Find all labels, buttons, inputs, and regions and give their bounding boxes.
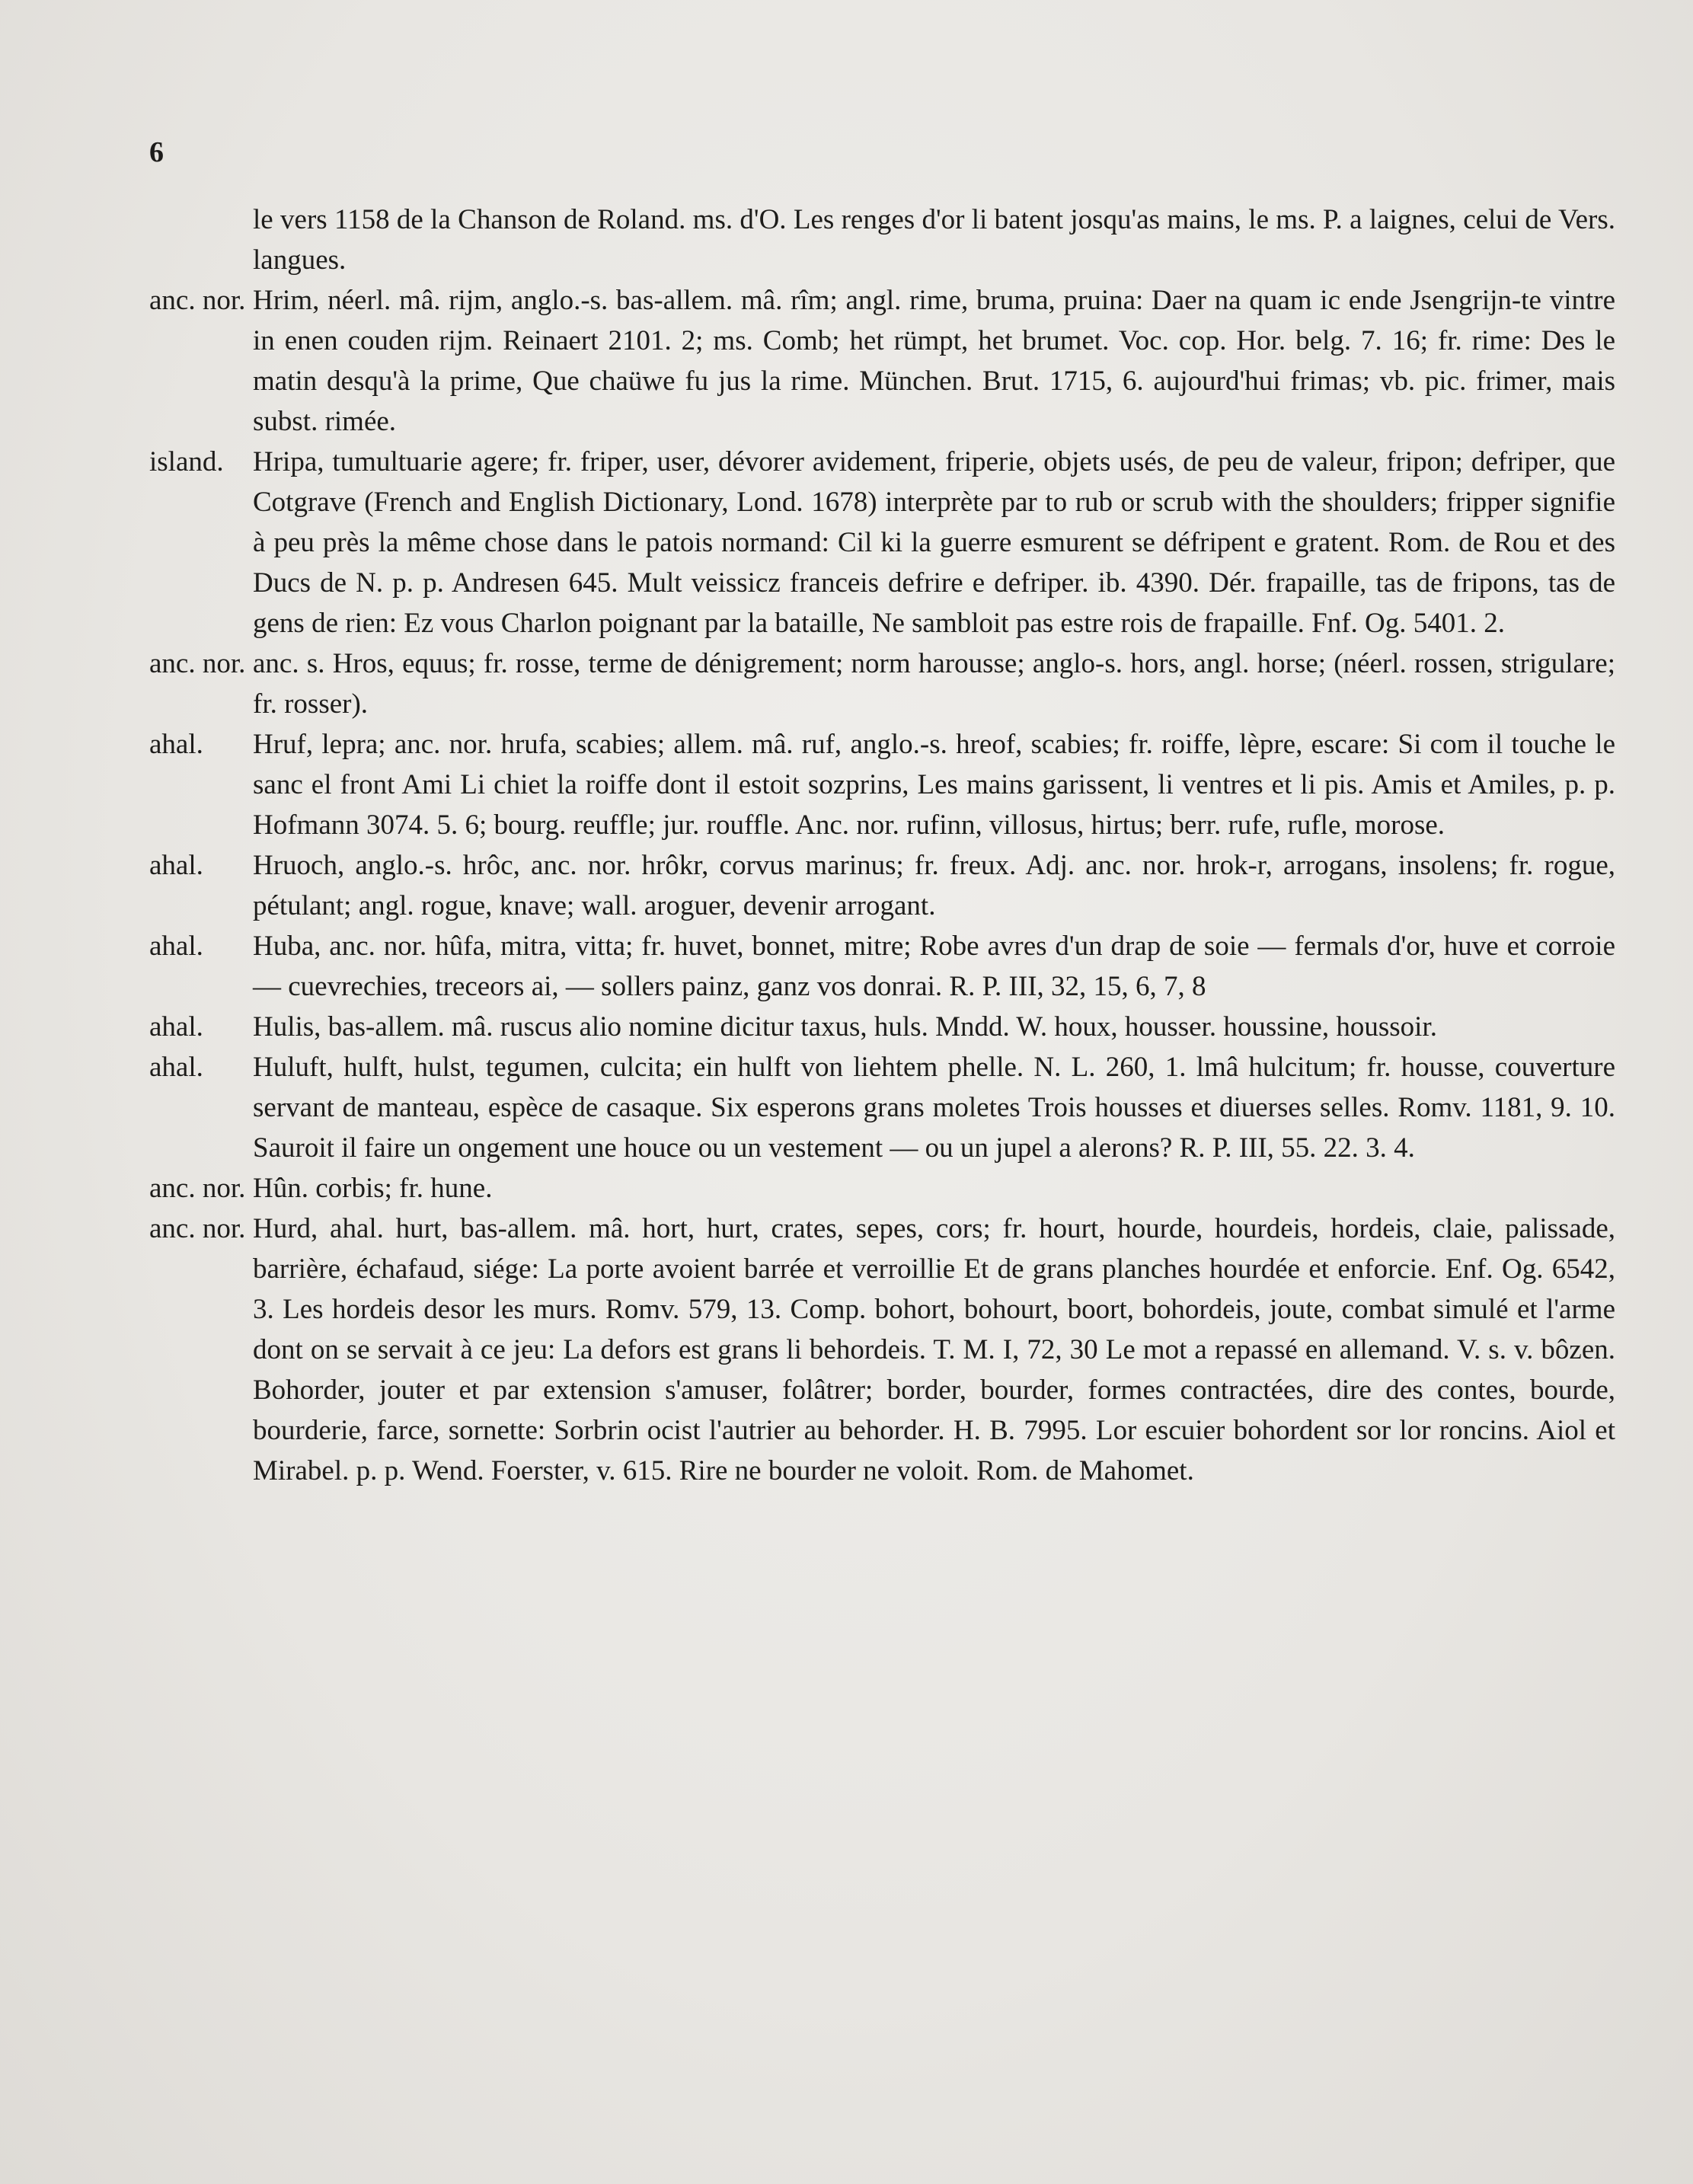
- entry-language-label: ahal.: [149, 729, 203, 760]
- entry-text: Hulis, bas-allem. mâ. ruscus alio nomine dicitur taxus, huls. Mndd. W. houx, housser. houssine, houssoir.: [253, 1011, 1437, 1043]
- entry-hurd: [149, 1209, 1615, 1491]
- entry-continuation: [149, 200, 1615, 280]
- entry-hruoch: [149, 845, 1615, 926]
- entry-hripa: [149, 442, 1615, 643]
- entry-text: Hûn. corbis; fr. hune.: [253, 1173, 493, 1204]
- entry-text: Huba, anc. nor. hûfa, mitra, vitta; fr. huvet, bonnet, mitre; Robe avres d'un drap de soie — fermals d'or, huve et corroie — cuevrechies, treceors ai, — sollers painz, ganz vos donrai. R. P. III, 32, 15, 6, 7, 8: [253, 931, 1615, 1002]
- entry-text: Huluft, hulft, hulst, tegumen, culcita; ein hulft von liehtem phelle. N. L. 260, 1. lmâ hulcitum; fr. housse, couverture servant de manteau, espèce de casaque. Six esperons grans moletes Trois housses et diuerses selles. Romv. 1181, 9. 10. Sauroit il faire un ongement une houce ou un vestement — ou un jupel a alerons? R. P. III, 55. 22. 3. 4.: [253, 1052, 1615, 1164]
- entry-text: Hurd, ahal. hurt, bas-allem. mâ. hort, hurt, crates, sepes, cors; fr. hourt, hourde, hourdeis, hordeis, claie, palissade, barrière, échafaud, siége: La porte avoient barrée et verroillie Et de grans planches hourdée et enforcie. Enf. Og. 6542, 3. Les hordeis desor les murs. Romv. 579, 13. Comp. bohort, bohourt, boort, bohordeis, joute, combat simulé et l'arme dont on se servait à ce jeu: La defors est grans li behordeis. T. M. I, 72, 30 Le mot a repassé en allemand. V. s. v. bôzen. Bohorder, jouter et par extension s'amuser, folâtrer; border, bourder, formes contractées, dire des contes, bourde, bourderie, farce, sornette: Sorbrin ocist l'autrier au behorder. H. B. 7995. Lor escuier bohordent sor lor roncins. Aiol et Mirabel. p. p. Wend. Foerster, v. 615. Rire ne bourder ne voloit. Rom. de Mahomet.: [253, 1213, 1615, 1486]
- entry-language-label: ahal.: [149, 1052, 203, 1083]
- entry-language-label: ahal.: [149, 1011, 203, 1043]
- entry-text: Hripa, tumultuarie agere; fr. friper, user, dévorer avidement, friperie, objets usés, de peu de valeur, fripon; defriper, que Cotgrave (French and English Dictionary, Lond. 1678) interprète par to rub or scrub with the shoulders; fripper signifie à peu près la même chose dans le patois normand: Cil ki la guerre esmurent se défripent e gratent. Rom. de Rou et des Ducs de N. p. p. Andresen 645. Mult veissicz franceis defrire e defriper. ib. 4390. Dér. frapaille, tas de fripons, tas de gens de rien: Ez vous Charlon poignant par la bataille, Ne sambloit pas estre rois de frapaille. Fnf. Og. 5401. 2.: [253, 446, 1615, 639]
- entry-hun: [149, 1168, 1615, 1209]
- entry-huba: [149, 926, 1615, 1007]
- entry-hros: [149, 643, 1615, 724]
- entry-text: le vers 1158 de la Chanson de Roland. ms. d'O. Les renges d'or li batent josqu'as mains, le ms. P. a laignes, celui de Vers. langues.: [253, 204, 1615, 276]
- entry-language-label: anc. nor.: [149, 1213, 246, 1244]
- entry-hruf: [149, 724, 1615, 845]
- entry-language-label: ahal.: [149, 931, 203, 962]
- entry-huluft: [149, 1047, 1615, 1168]
- entry-hulis: [149, 1007, 1615, 1047]
- entry-language-label: anc. nor.: [149, 648, 246, 679]
- entry-text: anc. s. Hros, equus; fr. rosse, terme de dénigrement; norm harousse; anglo-s. hors, angl. horse; (néerl. rossen, strigulare; fr. rosser).: [253, 648, 1615, 720]
- entry-language-label: island.: [149, 446, 224, 477]
- entry-language-label: anc. nor.: [149, 285, 246, 316]
- entry-text: Hruoch, anglo.-s. hrôc, anc. nor. hrôkr, corvus marinus; fr. freux. Adj. anc. nor. hrok-r, arrogans, insolens; fr. rogue, pétulant; angl. rogue, knave; wall. aroguer, devenir arrogant.: [253, 850, 1615, 921]
- entry-text: Hrim, néerl. mâ. rijm, anglo.-s. bas-allem. mâ. rîm; angl. rime, bruma, pruina: Daer na quam ic ende Jsengrijn-te vintre in enen couden rijm. Reinaert 2101. 2; ms. Comb; het rümpt, het brumet. Voc. cop. Hor. belg. 7. 16; fr. rime: Des le matin desqu'à la prime, Que chaüwe fu jus la rime. München. Brut. 1715, 6. aujourd'hui frimas; vb. pic. frimer, mais subst. rimée.: [253, 285, 1615, 437]
- page-number: 6: [149, 136, 164, 168]
- entry-language-label: anc. nor.: [149, 1173, 246, 1204]
- entry-hrim: [149, 280, 1615, 442]
- entry-text: Hruf, lepra; anc. nor. hrufa, scabies; allem. mâ. ruf, anglo.-s. hreof, scabies; fr. roiffe, lèpre, escare: Si com il touche le sanc el front Ami Li chiet la roiffe dont il estoit sozprins, Les mains garissent, li ventres et li pis. Amis et Amiles, p. p. Hofmann 3074. 5. 6; bourg. reuffle; jur. rouffle. Anc. nor. rufinn, villosus, hirtus; berr. rufe, rufle, morose.: [253, 729, 1615, 841]
- dictionary-entries: [149, 200, 1615, 1491]
- entry-language-label: ahal.: [149, 850, 203, 881]
